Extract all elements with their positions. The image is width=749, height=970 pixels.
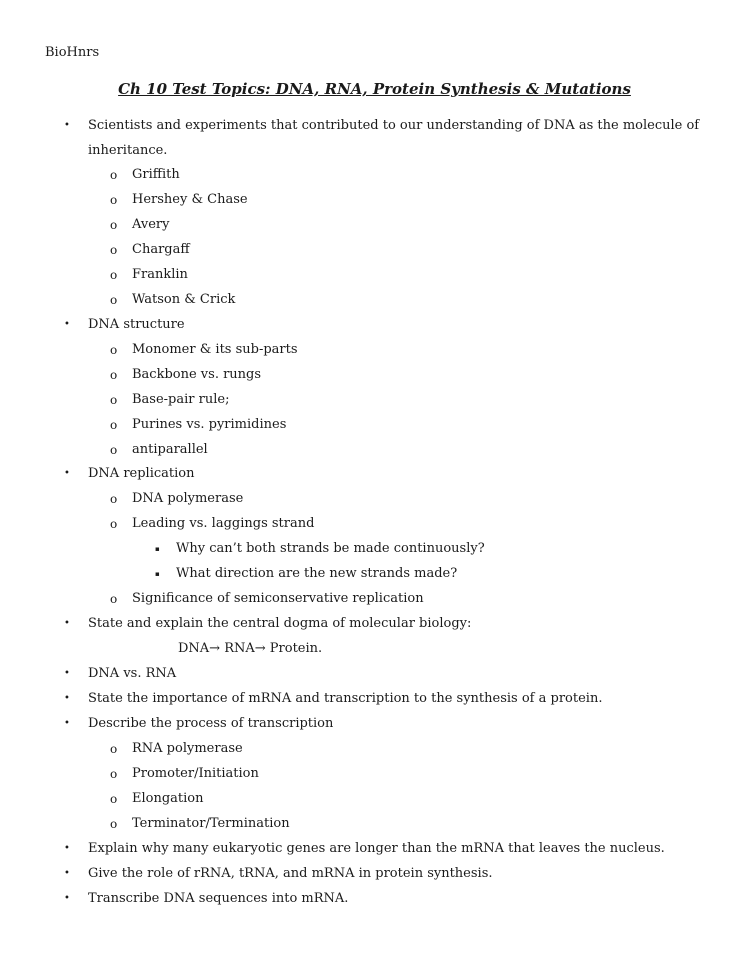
topic-scientists: Scientists and experiments that contributed to our understanding of DNA as the molecule of <box>88 118 700 133</box>
topic-dna-vs-rna: DNA vs. RNA <box>88 666 177 681</box>
bullet-icon: • <box>64 668 70 679</box>
circle-bullet-icon: o <box>110 243 118 257</box>
list-item: Avery <box>132 217 170 232</box>
circle-bullet-icon: o <box>110 767 118 781</box>
circle-bullet-icon: o <box>110 168 118 182</box>
circle-bullet-icon: o <box>110 817 118 831</box>
bullet-icon: • <box>64 468 70 479</box>
bullet-icon: • <box>64 120 70 131</box>
topic-rna-roles: Give the role of rRNA, tRNA, and mRNA in protein synthesis. <box>88 866 493 881</box>
bullet-icon: • <box>64 618 70 629</box>
circle-bullet-icon: o <box>110 517 118 531</box>
sub-list-item: What direction are the new strands made? <box>176 566 458 581</box>
page-title: Ch 10 Test Topics: DNA, RNA, Protein Synthesis & Mutations <box>118 80 631 98</box>
list-item: Hershey & Chase <box>132 192 248 207</box>
sub-list-item: Why can’t both strands be made continuously? <box>176 541 485 556</box>
circle-bullet-icon: o <box>110 792 118 806</box>
list-item: Griffith <box>132 167 180 182</box>
circle-bullet-icon: o <box>110 193 118 207</box>
square-bullet-icon: ▪ <box>155 545 160 553</box>
circle-bullet-icon: o <box>110 742 118 756</box>
list-item: antiparallel <box>132 442 208 457</box>
list-item: Base-pair rule; <box>132 392 230 407</box>
square-bullet-icon: ▪ <box>155 570 160 578</box>
topic-dna-replication: DNA replication <box>88 466 195 481</box>
list-item: Elongation <box>132 791 204 806</box>
circle-bullet-icon: o <box>110 293 118 307</box>
course-label: BioHnrs <box>45 45 100 60</box>
circle-bullet-icon: o <box>110 492 118 506</box>
central-dogma-line: DNA→ RNA→ Protein. <box>178 641 323 656</box>
circle-bullet-icon: o <box>110 443 118 457</box>
bullet-icon: • <box>64 893 70 904</box>
bullet-icon: • <box>64 868 70 879</box>
list-item: Terminator/Termination <box>132 816 290 831</box>
list-item: Franklin <box>132 267 188 282</box>
list-item: DNA polymerase <box>132 491 244 506</box>
circle-bullet-icon: o <box>110 268 118 282</box>
bullet-icon: • <box>64 843 70 854</box>
circle-bullet-icon: o <box>110 218 118 232</box>
circle-bullet-icon: o <box>110 343 118 357</box>
list-item: Monomer & its sub-parts <box>132 342 298 357</box>
topic-central-dogma: State and explain the central dogma of molecular biology: <box>88 616 472 631</box>
topic-dna-structure: DNA structure <box>88 317 185 332</box>
bullet-icon: • <box>64 693 70 704</box>
topic-scientists-cont: inheritance. <box>88 143 168 158</box>
list-item: Backbone vs. rungs <box>132 367 262 382</box>
bullet-icon: • <box>64 718 70 729</box>
list-item: Significance of semiconservative replication <box>132 591 424 606</box>
list-item: Chargaff <box>132 242 190 257</box>
list-item: RNA polymerase <box>132 741 243 756</box>
bullet-icon: • <box>64 319 70 330</box>
topic-transcription: Describe the process of transcription <box>88 716 334 731</box>
topic-transcribe: Transcribe DNA sequences into mRNA. <box>88 891 349 906</box>
topic-eukaryotic-genes: Explain why many eukaryotic genes are longer than the mRNA that leaves the nucleus. <box>88 841 665 856</box>
circle-bullet-icon: o <box>110 393 118 407</box>
list-item: Watson & Crick <box>132 292 236 307</box>
topic-mrna-importance: State the importance of mRNA and transcription to the synthesis of a protein. <box>88 691 603 706</box>
circle-bullet-icon: o <box>110 592 118 606</box>
list-item: Purines vs. pyrimidines <box>132 417 287 432</box>
circle-bullet-icon: o <box>110 368 118 382</box>
list-item: Leading vs. laggings strand <box>132 516 315 531</box>
circle-bullet-icon: o <box>110 418 118 432</box>
list-item: Promoter/Initiation <box>132 766 259 781</box>
